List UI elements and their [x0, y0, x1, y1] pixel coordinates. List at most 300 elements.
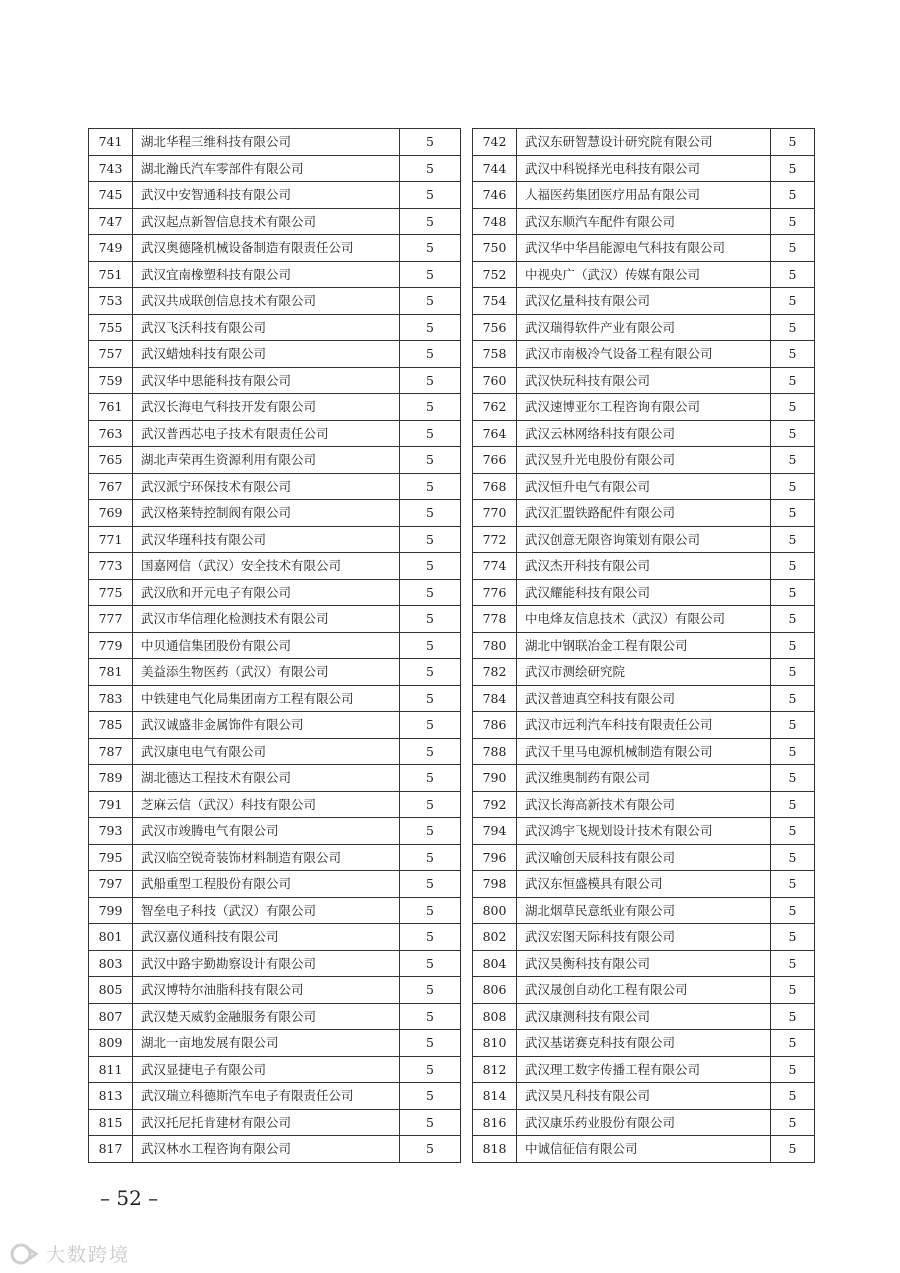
company-name: 武汉普迪真空科技有限公司 — [517, 685, 771, 712]
page-number: – 52 – — [100, 1186, 159, 1210]
score-cell: 5 — [771, 738, 815, 765]
column-gap — [461, 314, 473, 341]
score-cell: 5 — [400, 473, 461, 500]
row-number: 813 — [89, 1083, 133, 1110]
row-number: 770 — [473, 500, 517, 527]
score-cell: 5 — [400, 1109, 461, 1136]
score-cell: 5 — [771, 500, 815, 527]
company-name: 武汉喻创天辰科技有限公司 — [517, 844, 771, 871]
score-cell: 5 — [400, 791, 461, 818]
company-name: 武汉亿量科技有限公司 — [517, 288, 771, 315]
row-number: 752 — [473, 261, 517, 288]
company-name: 湖北声荣再生资源利用有限公司 — [133, 447, 400, 474]
score-cell: 5 — [771, 208, 815, 235]
score-cell: 5 — [771, 1109, 815, 1136]
score-cell: 5 — [771, 844, 815, 871]
table-row — [89, 818, 815, 845]
row-number: 809 — [89, 1030, 133, 1057]
company-name: 武汉汇盟铁路配件有限公司 — [517, 500, 771, 527]
column-gap — [461, 659, 473, 686]
company-name: 中诚信征信有限公司 — [517, 1136, 771, 1163]
row-number: 751 — [89, 261, 133, 288]
company-name: 武汉博特尔油脂科技有限公司 — [133, 977, 400, 1004]
row-number: 802 — [473, 924, 517, 951]
column-gap — [461, 235, 473, 262]
company-name: 武汉长海高新技术有限公司 — [517, 791, 771, 818]
row-number: 801 — [89, 924, 133, 951]
score-cell: 5 — [400, 818, 461, 845]
table-row — [89, 447, 815, 474]
score-cell: 5 — [771, 526, 815, 553]
column-gap — [461, 129, 473, 156]
table-row — [89, 129, 815, 156]
company-name: 武汉中科锐择光电科技有限公司 — [517, 155, 771, 182]
row-number: 764 — [473, 420, 517, 447]
score-cell: 5 — [400, 314, 461, 341]
column-gap — [461, 950, 473, 977]
score-cell: 5 — [400, 950, 461, 977]
row-number: 787 — [89, 738, 133, 765]
row-number: 814 — [473, 1083, 517, 1110]
row-number: 804 — [473, 950, 517, 977]
table-row — [89, 950, 815, 977]
row-number: 805 — [89, 977, 133, 1004]
row-number: 773 — [89, 553, 133, 580]
score-cell: 5 — [400, 685, 461, 712]
company-name: 武汉市华信理化检测技术有限公司 — [133, 606, 400, 633]
row-number: 742 — [473, 129, 517, 156]
company-name: 武汉临空锐奇装饰材料制造有限公司 — [133, 844, 400, 871]
column-gap — [461, 897, 473, 924]
company-name: 武汉晟创自动化工程有限公司 — [517, 977, 771, 1004]
row-number: 811 — [89, 1056, 133, 1083]
row-number: 806 — [473, 977, 517, 1004]
score-cell: 5 — [400, 235, 461, 262]
row-number: 789 — [89, 765, 133, 792]
column-gap — [461, 1109, 473, 1136]
score-cell: 5 — [771, 579, 815, 606]
table-row — [89, 314, 815, 341]
column-gap — [461, 712, 473, 739]
brand-logo-icon — [10, 1242, 40, 1266]
row-number: 757 — [89, 341, 133, 368]
company-name: 武汉华瑾科技有限公司 — [133, 526, 400, 553]
score-cell: 5 — [771, 288, 815, 315]
score-cell: 5 — [400, 632, 461, 659]
row-number: 812 — [473, 1056, 517, 1083]
company-name: 中铁建电气化局集团南方工程有限公司 — [133, 685, 400, 712]
table-row — [89, 579, 815, 606]
table-row — [89, 632, 815, 659]
row-number: 785 — [89, 712, 133, 739]
score-cell: 5 — [400, 261, 461, 288]
company-name: 武汉派宁环保技术有限公司 — [133, 473, 400, 500]
column-gap — [461, 818, 473, 845]
company-name: 湖北瀚氏汽车零部件有限公司 — [133, 155, 400, 182]
table-row — [89, 155, 815, 182]
company-name: 国嘉网信（武汉）安全技术有限公司 — [133, 553, 400, 580]
company-name: 武汉速博亚尔工程咨询有限公司 — [517, 394, 771, 421]
row-number: 748 — [473, 208, 517, 235]
company-name: 武汉耀能科技有限公司 — [517, 579, 771, 606]
column-gap — [461, 606, 473, 633]
score-cell: 5 — [771, 632, 815, 659]
column-gap — [461, 765, 473, 792]
column-gap — [461, 447, 473, 474]
row-number: 768 — [473, 473, 517, 500]
row-number: 818 — [473, 1136, 517, 1163]
row-number: 796 — [473, 844, 517, 871]
score-cell: 5 — [771, 1136, 815, 1163]
company-name: 武汉康乐药业股份有限公司 — [517, 1109, 771, 1136]
score-cell: 5 — [400, 606, 461, 633]
row-number: 816 — [473, 1109, 517, 1136]
score-cell: 5 — [771, 182, 815, 209]
score-cell: 5 — [400, 182, 461, 209]
row-number: 782 — [473, 659, 517, 686]
company-name: 武汉中安智通科技有限公司 — [133, 182, 400, 209]
score-cell: 5 — [771, 129, 815, 156]
row-number: 775 — [89, 579, 133, 606]
score-cell: 5 — [771, 235, 815, 262]
row-number: 778 — [473, 606, 517, 633]
company-name: 湖北华程三维科技有限公司 — [133, 129, 400, 156]
company-name: 武船重型工程股份有限公司 — [133, 871, 400, 898]
company-name: 武汉共成联创信息技术有限公司 — [133, 288, 400, 315]
table-row — [89, 977, 815, 1004]
score-cell: 5 — [400, 526, 461, 553]
row-number: 745 — [89, 182, 133, 209]
column-gap — [461, 500, 473, 527]
company-name: 武汉宜南橡塑科技有限公司 — [133, 261, 400, 288]
score-cell: 5 — [771, 553, 815, 580]
score-cell: 5 — [400, 924, 461, 951]
company-name: 中视央广（武汉）传媒有限公司 — [517, 261, 771, 288]
company-name: 武汉欣和开元电子有限公司 — [133, 579, 400, 606]
company-name: 武汉瑞立科德斯汽车电子有限责任公司 — [133, 1083, 400, 1110]
column-gap — [461, 288, 473, 315]
row-number: 759 — [89, 367, 133, 394]
table-row — [89, 341, 815, 368]
row-number: 755 — [89, 314, 133, 341]
column-gap — [461, 341, 473, 368]
score-cell: 5 — [400, 394, 461, 421]
score-cell: 5 — [400, 341, 461, 368]
company-name: 中电烽友信息技术（武汉）有限公司 — [517, 606, 771, 633]
company-name: 武汉楚天威豹金融服务有限公司 — [133, 1003, 400, 1030]
score-cell: 5 — [771, 1003, 815, 1030]
table-row — [89, 1083, 815, 1110]
company-name: 武汉显捷电子有限公司 — [133, 1056, 400, 1083]
row-number: 763 — [89, 420, 133, 447]
table-row — [89, 367, 815, 394]
column-gap — [461, 632, 473, 659]
company-name: 武汉托尼托肯建材有限公司 — [133, 1109, 400, 1136]
column-gap — [461, 871, 473, 898]
company-name: 武汉嘉仪通科技有限公司 — [133, 924, 400, 951]
company-name: 武汉市测绘研究院 — [517, 659, 771, 686]
table-row — [89, 606, 815, 633]
row-number: 750 — [473, 235, 517, 262]
company-name: 人福医药集团医疗用品有限公司 — [517, 182, 771, 209]
row-number: 817 — [89, 1136, 133, 1163]
score-cell: 5 — [400, 1003, 461, 1030]
column-gap — [461, 844, 473, 871]
company-name: 武汉基诺赛克科技有限公司 — [517, 1030, 771, 1057]
row-number: 741 — [89, 129, 133, 156]
column-gap — [461, 182, 473, 209]
column-gap — [461, 1030, 473, 1057]
company-name: 武汉市竣腾电气有限公司 — [133, 818, 400, 845]
company-name: 武汉维奥制药有限公司 — [517, 765, 771, 792]
table-row — [89, 765, 815, 792]
row-number: 807 — [89, 1003, 133, 1030]
row-number: 761 — [89, 394, 133, 421]
watermark-text: 大数跨境 — [46, 1244, 131, 1266]
company-name: 武汉飞沃科技有限公司 — [133, 314, 400, 341]
company-name: 武汉起点新智信息技术有限公司 — [133, 208, 400, 235]
column-gap — [461, 738, 473, 765]
row-number: 756 — [473, 314, 517, 341]
score-cell: 5 — [400, 712, 461, 739]
score-cell: 5 — [400, 553, 461, 580]
table-row — [89, 526, 815, 553]
row-number: 754 — [473, 288, 517, 315]
table-row — [89, 712, 815, 739]
table-row — [89, 1056, 815, 1083]
company-name: 湖北烟草民意纸业有限公司 — [517, 897, 771, 924]
company-name: 武汉蜡烛科技有限公司 — [133, 341, 400, 368]
score-cell: 5 — [771, 818, 815, 845]
score-cell: 5 — [400, 765, 461, 792]
row-number: 791 — [89, 791, 133, 818]
row-number: 774 — [473, 553, 517, 580]
table-row — [89, 844, 815, 871]
row-number: 794 — [473, 818, 517, 845]
row-number: 766 — [473, 447, 517, 474]
table-row — [89, 500, 815, 527]
column-gap — [461, 1003, 473, 1030]
table-row — [89, 1003, 815, 1030]
column-gap — [461, 553, 473, 580]
company-name: 武汉昊衡科技有限公司 — [517, 950, 771, 977]
table-row — [89, 288, 815, 315]
column-gap — [461, 685, 473, 712]
row-number: 783 — [89, 685, 133, 712]
company-name: 武汉普西芯电子技术有限责任公司 — [133, 420, 400, 447]
score-cell: 5 — [771, 155, 815, 182]
score-cell: 5 — [400, 897, 461, 924]
row-number: 771 — [89, 526, 133, 553]
score-cell: 5 — [400, 447, 461, 474]
column-gap — [461, 394, 473, 421]
row-number: 779 — [89, 632, 133, 659]
row-number: 786 — [473, 712, 517, 739]
row-number: 780 — [473, 632, 517, 659]
column-gap — [461, 791, 473, 818]
score-cell: 5 — [400, 977, 461, 1004]
row-number: 803 — [89, 950, 133, 977]
row-number: 769 — [89, 500, 133, 527]
company-name: 武汉康测科技有限公司 — [517, 1003, 771, 1030]
score-cell: 5 — [400, 1030, 461, 1057]
column-gap — [461, 1056, 473, 1083]
company-name: 武汉东顺汽车配件有限公司 — [517, 208, 771, 235]
score-cell: 5 — [771, 1030, 815, 1057]
row-number: 815 — [89, 1109, 133, 1136]
table-row — [89, 924, 815, 951]
score-cell: 5 — [771, 261, 815, 288]
company-name: 武汉宏图天际科技有限公司 — [517, 924, 771, 951]
row-number: 765 — [89, 447, 133, 474]
company-name: 湖北德达工程技术有限公司 — [133, 765, 400, 792]
row-number: 743 — [89, 155, 133, 182]
column-gap — [461, 977, 473, 1004]
row-number: 749 — [89, 235, 133, 262]
company-name: 芝麻云信（武汉）科技有限公司 — [133, 791, 400, 818]
table-row — [89, 871, 815, 898]
company-name: 武汉创意无限咨询策划有限公司 — [517, 526, 771, 553]
score-cell: 5 — [771, 791, 815, 818]
score-cell: 5 — [400, 871, 461, 898]
score-cell: 5 — [771, 473, 815, 500]
company-name: 武汉杰开科技有限公司 — [517, 553, 771, 580]
column-gap — [461, 208, 473, 235]
row-number: 798 — [473, 871, 517, 898]
table-row — [89, 553, 815, 580]
row-number: 784 — [473, 685, 517, 712]
company-name: 智垒电子科技（武汉）有限公司 — [133, 897, 400, 924]
row-number: 808 — [473, 1003, 517, 1030]
row-number: 799 — [89, 897, 133, 924]
score-cell: 5 — [771, 1056, 815, 1083]
row-number: 776 — [473, 579, 517, 606]
row-number: 747 — [89, 208, 133, 235]
watermark — [10, 1240, 130, 1267]
company-name: 武汉千里马电源机械制造有限公司 — [517, 738, 771, 765]
row-number: 762 — [473, 394, 517, 421]
row-number: 753 — [89, 288, 133, 315]
company-name: 武汉格莱特控制阀有限公司 — [133, 500, 400, 527]
row-number: 795 — [89, 844, 133, 871]
table-row — [89, 182, 815, 209]
company-name: 武汉云林网络科技有限公司 — [517, 420, 771, 447]
company-name: 武汉中路宇勤勘察设计有限公司 — [133, 950, 400, 977]
score-cell: 5 — [771, 447, 815, 474]
table-row — [89, 420, 815, 447]
table-row — [89, 261, 815, 288]
row-number: 781 — [89, 659, 133, 686]
row-number: 746 — [473, 182, 517, 209]
row-number: 767 — [89, 473, 133, 500]
table-row — [89, 394, 815, 421]
score-cell: 5 — [400, 367, 461, 394]
table-row — [89, 235, 815, 262]
score-cell: 5 — [771, 950, 815, 977]
row-number: 797 — [89, 871, 133, 898]
company-name: 武汉昊凡科技有限公司 — [517, 1083, 771, 1110]
score-cell: 5 — [400, 288, 461, 315]
score-cell: 5 — [771, 712, 815, 739]
table-row — [89, 685, 815, 712]
score-cell: 5 — [400, 420, 461, 447]
company-name: 武汉长海电气科技开发有限公司 — [133, 394, 400, 421]
column-gap — [461, 420, 473, 447]
column-gap — [461, 473, 473, 500]
company-name: 武汉诚盛非金属饰件有限公司 — [133, 712, 400, 739]
company-name: 武汉林水工程咨询有限公司 — [133, 1136, 400, 1163]
table-row — [89, 791, 815, 818]
column-gap — [461, 526, 473, 553]
row-number: 744 — [473, 155, 517, 182]
score-cell: 5 — [771, 1083, 815, 1110]
table-row — [89, 1136, 815, 1163]
score-cell: 5 — [400, 1056, 461, 1083]
column-gap — [461, 1136, 473, 1163]
company-name: 湖北一亩地发展有限公司 — [133, 1030, 400, 1057]
row-number: 772 — [473, 526, 517, 553]
company-name: 武汉康电电气有限公司 — [133, 738, 400, 765]
score-cell: 5 — [771, 977, 815, 1004]
row-number: 792 — [473, 791, 517, 818]
table-row — [89, 659, 815, 686]
table-row — [89, 208, 815, 235]
score-cell: 5 — [771, 420, 815, 447]
score-cell: 5 — [771, 341, 815, 368]
column-gap — [461, 261, 473, 288]
table-row — [89, 738, 815, 765]
enterprise-list-table — [88, 128, 815, 1163]
company-name: 武汉奥德隆机械设备制造有限责任公司 — [133, 235, 400, 262]
table-row — [89, 1109, 815, 1136]
score-cell: 5 — [400, 1083, 461, 1110]
company-name: 武汉瑞得软件产业有限公司 — [517, 314, 771, 341]
score-cell: 5 — [400, 579, 461, 606]
row-number: 793 — [89, 818, 133, 845]
score-cell: 5 — [771, 871, 815, 898]
company-name: 武汉东恒盛模具有限公司 — [517, 871, 771, 898]
company-name: 武汉昱升光电股份有限公司 — [517, 447, 771, 474]
company-name: 武汉鸿宇飞规划设计技术有限公司 — [517, 818, 771, 845]
column-gap — [461, 1083, 473, 1110]
score-cell: 5 — [400, 500, 461, 527]
row-number: 800 — [473, 897, 517, 924]
score-cell: 5 — [400, 129, 461, 156]
score-cell: 5 — [771, 394, 815, 421]
table-row — [89, 473, 815, 500]
score-cell: 5 — [400, 659, 461, 686]
score-cell: 5 — [771, 606, 815, 633]
score-cell: 5 — [771, 924, 815, 951]
column-gap — [461, 924, 473, 951]
company-name: 武汉东研智慧设计研究院有限公司 — [517, 129, 771, 156]
score-cell: 5 — [400, 155, 461, 182]
score-cell: 5 — [771, 685, 815, 712]
score-cell: 5 — [400, 844, 461, 871]
column-gap — [461, 579, 473, 606]
company-name: 美益添生物医药（武汉）有限公司 — [133, 659, 400, 686]
score-cell: 5 — [771, 765, 815, 792]
score-cell: 5 — [771, 897, 815, 924]
column-gap — [461, 367, 473, 394]
company-name: 武汉恒升电气有限公司 — [517, 473, 771, 500]
score-cell: 5 — [771, 659, 815, 686]
score-cell: 5 — [400, 1136, 461, 1163]
row-number: 777 — [89, 606, 133, 633]
company-name: 武汉快玩科技有限公司 — [517, 367, 771, 394]
company-name: 武汉华中思能科技有限公司 — [133, 367, 400, 394]
row-number: 788 — [473, 738, 517, 765]
